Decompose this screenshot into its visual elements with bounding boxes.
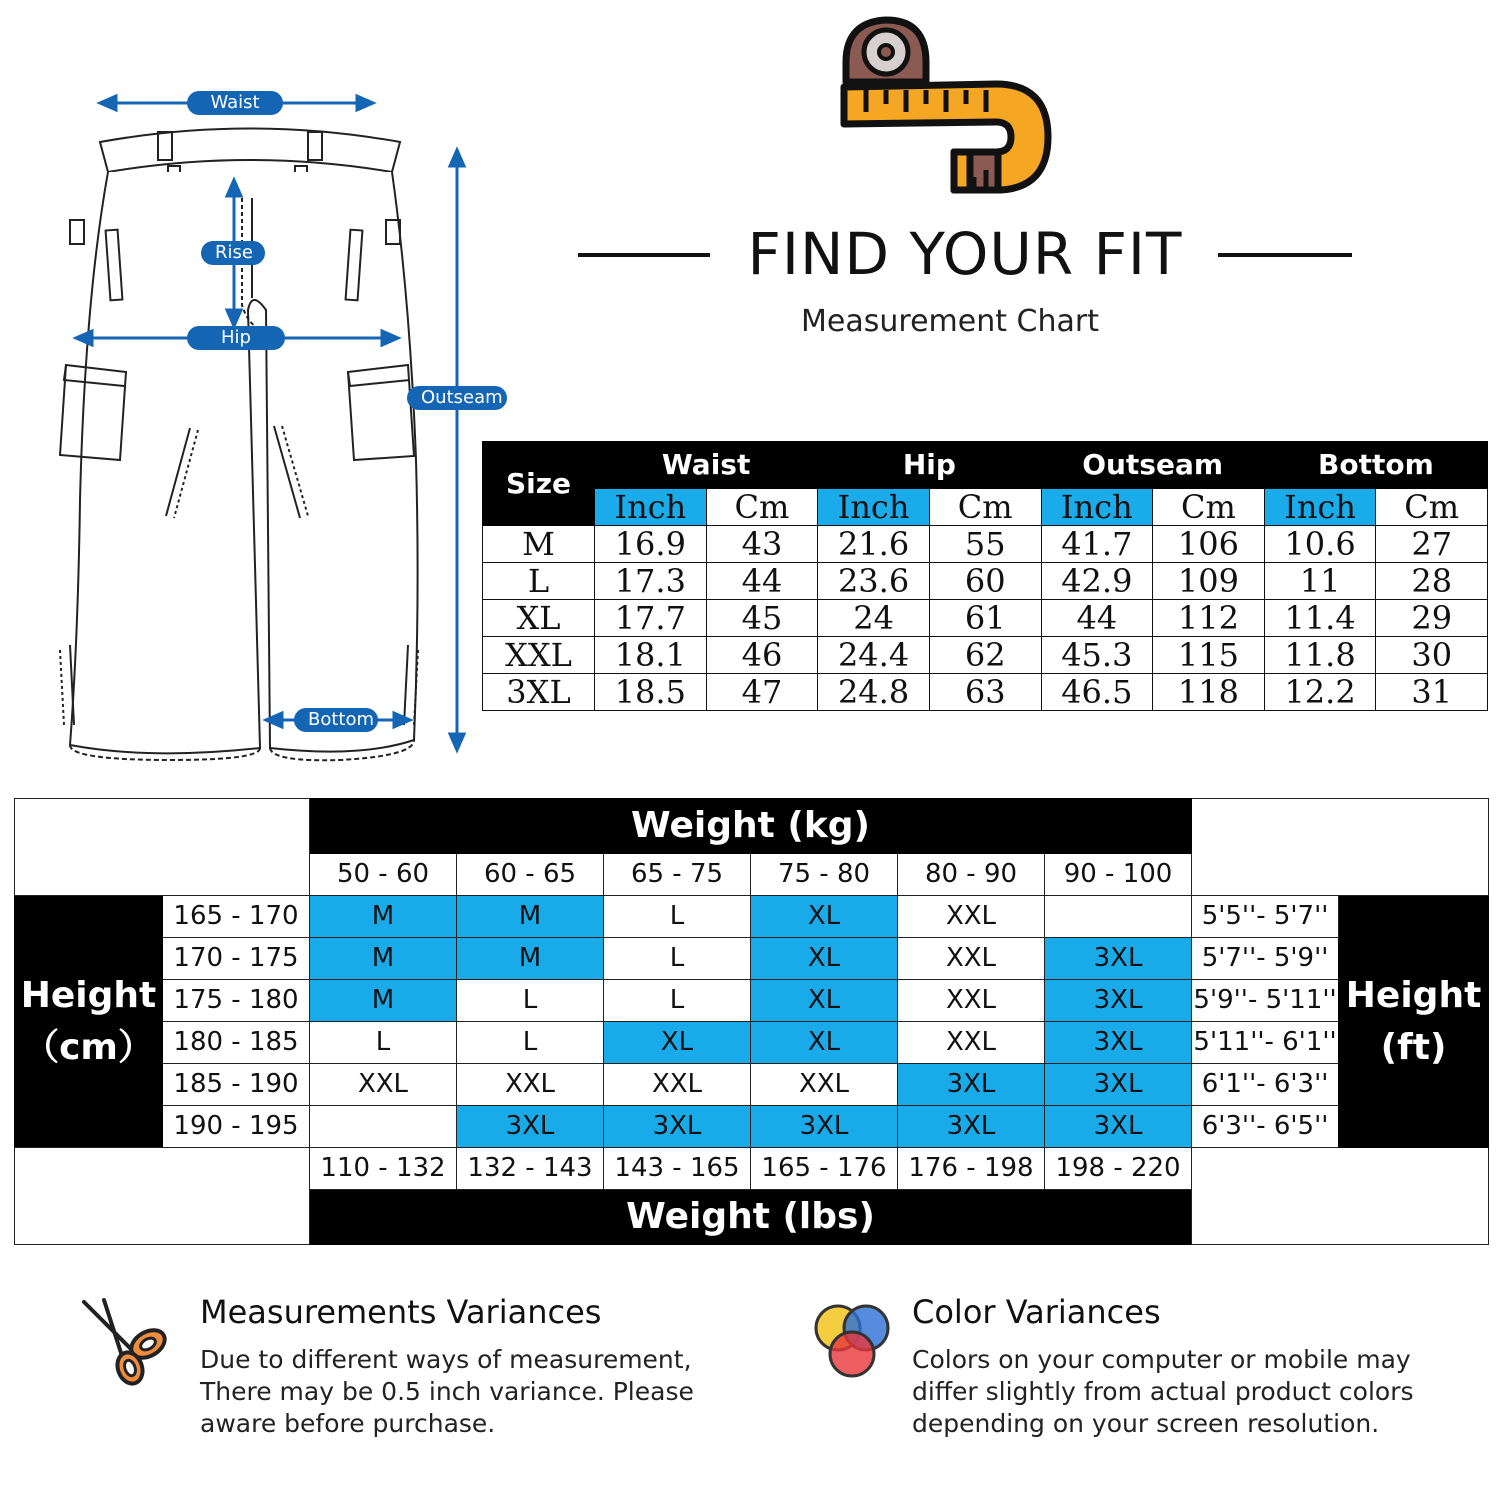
- height-ft-range: 5'5''- 5'7'': [1192, 896, 1339, 938]
- measuring-tape-icon: [836, 12, 1058, 200]
- size-row: [483, 600, 1488, 637]
- measurement-variances-line-1: Due to different ways of measurement,: [200, 1345, 692, 1374]
- recommended-size-cell: XL: [751, 980, 898, 1022]
- weight-kg-range: 75 - 80: [751, 854, 898, 896]
- height-cm-title-line: Height: [20, 974, 157, 1016]
- fit-matrix-row: [15, 1022, 1489, 1064]
- fit-matrix-row: [15, 896, 1489, 938]
- height-ft-range: 6'1''- 6'3'': [1192, 1064, 1339, 1106]
- measurement-cell: 18.5: [595, 674, 707, 711]
- height-cm-range: 190 - 195: [163, 1106, 310, 1148]
- recommended-size-cell: 3XL: [898, 1106, 1045, 1148]
- size-column-header: Size: [483, 442, 595, 526]
- height-cm-range: 170 - 175: [163, 938, 310, 980]
- size-row: [483, 526, 1488, 563]
- measurement-cell: 23.6: [818, 563, 930, 600]
- recommended-size-cell: 3XL: [1045, 1106, 1192, 1148]
- measurement-cell: 45: [706, 600, 818, 637]
- unit-cm-header: Cm: [706, 489, 818, 526]
- measurement-cell: 18.1: [595, 637, 707, 674]
- measurement-cell: 17.3: [595, 563, 707, 600]
- recommended-size-cell: [1045, 896, 1192, 938]
- measurement-cell: 109: [1153, 563, 1265, 600]
- measurement-cell: 63: [929, 674, 1041, 711]
- weight-lbs-row: [15, 1148, 1489, 1190]
- recommended-size-cell: [310, 1106, 457, 1148]
- recommended-size-cell: 3XL: [604, 1106, 751, 1148]
- recommended-size-cell: XXL: [898, 1022, 1045, 1064]
- recommended-size-cell: XXL: [898, 938, 1045, 980]
- size-label-cell: 3XL: [483, 674, 595, 711]
- measurement-cell: 21.6: [818, 526, 930, 563]
- unit-cm-header: Cm: [1376, 489, 1488, 526]
- measurement-cell: 12.2: [1264, 674, 1376, 711]
- size-label-cell: XXL: [483, 637, 595, 674]
- recommended-size-cell: XL: [751, 938, 898, 980]
- fit-matrix-row: [15, 1106, 1489, 1148]
- recommended-size-cell: 3XL: [751, 1106, 898, 1148]
- recommended-size-cell: 3XL: [1045, 1022, 1192, 1064]
- height-cm-range: 180 - 185: [163, 1022, 310, 1064]
- measurement-cell: 115: [1153, 637, 1265, 674]
- recommended-size-cell: 3XL: [1045, 938, 1192, 980]
- size-label-cell: XL: [483, 600, 595, 637]
- height-cm-title-line: （cm）: [23, 1026, 154, 1068]
- measurement-cell: 44: [706, 563, 818, 600]
- measurement-cell: 55: [929, 526, 1041, 563]
- fit-matrix-table: [14, 798, 1489, 1245]
- measurement-cell: 62: [929, 637, 1041, 674]
- height-cm-title: [15, 896, 163, 1148]
- recommended-size-cell: M: [310, 938, 457, 980]
- measurement-cell: 44: [1041, 600, 1153, 637]
- color-variances-line-3: depending on your screen resolution.: [912, 1409, 1380, 1438]
- color-variances-line-1: Colors on your computer or mobile may: [912, 1345, 1411, 1374]
- size-label-cell: L: [483, 563, 595, 600]
- height-ft-range: 5'7''- 5'9'': [1192, 938, 1339, 980]
- recommended-size-cell: L: [604, 938, 751, 980]
- weight-lbs-range: 143 - 165: [604, 1148, 751, 1190]
- unit-cm-header: Cm: [929, 489, 1041, 526]
- size-measurement-table: [482, 441, 1488, 711]
- waist-label: Waist: [187, 91, 283, 115]
- recommended-size-cell: XXL: [898, 980, 1045, 1022]
- recommended-size-cell: 3XL: [898, 1064, 1045, 1106]
- outseam-group-header: Outseam: [1041, 442, 1264, 489]
- height-cm-range: 175 - 180: [163, 980, 310, 1022]
- pants-outline: [60, 129, 418, 761]
- weight-kg-title: Weight (kg): [310, 799, 1192, 854]
- size-label-cell: M: [483, 526, 595, 563]
- measurement-cell: 118: [1153, 674, 1265, 711]
- height-ft-title-line: Height: [1345, 974, 1482, 1016]
- outseam-label: Outseam: [407, 386, 507, 410]
- measurement-cell: 41.7: [1041, 526, 1153, 563]
- weight-kg-range: 50 - 60: [310, 854, 457, 896]
- measurement-cell: 45.3: [1041, 637, 1153, 674]
- measurement-cell: 31: [1376, 674, 1488, 711]
- measurement-cell: 28: [1376, 563, 1488, 600]
- size-table-body: [483, 526, 1488, 711]
- measurement-cell: 42.9: [1041, 563, 1153, 600]
- recommended-size-cell: 3XL: [1045, 980, 1192, 1022]
- measurement-cell: 112: [1153, 600, 1265, 637]
- hip-group-header: Hip: [818, 442, 1041, 489]
- weight-kg-range: 65 - 75: [604, 854, 751, 896]
- measurement-variances-line-3: aware before purchase.: [200, 1409, 496, 1438]
- fit-matrix-row: [15, 980, 1489, 1022]
- measurement-cell: 24.4: [818, 637, 930, 674]
- recommended-size-cell: 3XL: [457, 1106, 604, 1148]
- size-row: [483, 563, 1488, 600]
- height-ft-range: 6'3''- 6'5'': [1192, 1106, 1339, 1148]
- recommended-size-cell: L: [457, 1022, 604, 1064]
- recommended-size-cell: XXL: [310, 1064, 457, 1106]
- height-ft-range: 5'11''- 6'1'': [1192, 1022, 1339, 1064]
- measurement-cell: 60: [929, 563, 1041, 600]
- weight-kg-range: 80 - 90: [898, 854, 1045, 896]
- height-ft-range: 5'9''- 5'11'': [1192, 980, 1339, 1022]
- fit-matrix-row: [15, 1064, 1489, 1106]
- height-cm-range: 185 - 190: [163, 1064, 310, 1106]
- hip-label: Hip: [187, 326, 285, 350]
- measurement-cell: 47: [706, 674, 818, 711]
- measurement-cell: 61: [929, 600, 1041, 637]
- measurement-cell: 24: [818, 600, 930, 637]
- bottom-group-header: Bottom: [1264, 442, 1487, 489]
- recommended-size-cell: XL: [751, 1022, 898, 1064]
- weight-lbs-range: 198 - 220: [1045, 1148, 1192, 1190]
- measurement-cell: 29: [1376, 600, 1488, 637]
- recommended-size-cell: M: [310, 980, 457, 1022]
- weight-lbs-range: 132 - 143: [457, 1148, 604, 1190]
- matrix-corner-bottom-right: [1192, 1148, 1489, 1245]
- weight-kg-range: 90 - 100: [1045, 854, 1192, 896]
- recommended-size-cell: XL: [751, 896, 898, 938]
- color-variances-title: Color Variances: [912, 1293, 1161, 1331]
- measurement-cell: 27: [1376, 526, 1488, 563]
- recommended-size-cell: M: [457, 896, 604, 938]
- recommended-size-cell: XL: [604, 1022, 751, 1064]
- fit-matrix-body: [15, 799, 1489, 1245]
- measurement-cell: 11.4: [1264, 600, 1376, 637]
- measurement-cell: 30: [1376, 637, 1488, 674]
- recommended-size-cell: XXL: [898, 896, 1045, 938]
- measurement-cell: 17.7: [595, 600, 707, 637]
- weight-kg-range: 60 - 65: [457, 854, 604, 896]
- measurement-cell: 10.6: [1264, 526, 1376, 563]
- measurement-cell: 43: [706, 526, 818, 563]
- measurement-cell: 11: [1264, 563, 1376, 600]
- height-ft-title-line: (ft): [1380, 1026, 1447, 1068]
- title-rule-left: [578, 253, 710, 257]
- recommended-size-cell: XXL: [751, 1064, 898, 1106]
- unit-inch-header: Inch: [1264, 489, 1376, 526]
- size-row: [483, 674, 1488, 711]
- recommended-size-cell: 3XL: [1045, 1064, 1192, 1106]
- measurement-variances-line-2: There may be 0.5 inch variance. Please: [200, 1377, 694, 1406]
- recommended-size-cell: L: [457, 980, 604, 1022]
- measurement-variances-title: Measurements Variances: [200, 1293, 602, 1331]
- height-cm-range: 165 - 170: [163, 896, 310, 938]
- recommended-size-cell: XXL: [457, 1064, 604, 1106]
- rise-label: Rise: [201, 241, 265, 265]
- measurement-cell: 24.8: [818, 674, 930, 711]
- unit-cm-header: Cm: [1153, 489, 1265, 526]
- weight-lbs-range: 110 - 132: [310, 1148, 457, 1190]
- unit-inch-header: Inch: [1041, 489, 1153, 526]
- bottom-label: Bottom: [294, 708, 378, 732]
- recommended-size-cell: L: [310, 1022, 457, 1064]
- color-circles-icon: [810, 1300, 896, 1384]
- recommended-size-cell: XXL: [604, 1064, 751, 1106]
- matrix-corner-bottom-left: [15, 1148, 310, 1245]
- measurement-cell: 16.9: [595, 526, 707, 563]
- title-rule-right: [1218, 253, 1352, 257]
- recommended-size-cell: M: [457, 938, 604, 980]
- recommended-size-cell: L: [604, 980, 751, 1022]
- fit-matrix-row: [15, 938, 1489, 980]
- size-row: [483, 637, 1488, 674]
- height-ft-title: [1339, 896, 1489, 1148]
- unit-inch-header: Inch: [818, 489, 930, 526]
- measurement-cell: 106: [1153, 526, 1265, 563]
- weight-lbs-range: 165 - 176: [751, 1148, 898, 1190]
- recommended-size-cell: L: [604, 896, 751, 938]
- weight-lbs-range: 176 - 198: [898, 1148, 1045, 1190]
- page-subtitle: Measurement Chart: [801, 304, 1099, 339]
- scissors-icon: [78, 1296, 172, 1386]
- measurement-cell: 11.8: [1264, 637, 1376, 674]
- unit-inch-header: Inch: [595, 489, 707, 526]
- weight-lbs-title: Weight (lbs): [310, 1190, 1192, 1245]
- page-title: FIND YOUR FIT: [747, 220, 1183, 288]
- measurement-cell: 46.5: [1041, 674, 1153, 711]
- waist-group-header: Waist: [595, 442, 818, 489]
- matrix-corner-top-left: [15, 799, 310, 896]
- measurement-cell: 46: [706, 637, 818, 674]
- recommended-size-cell: M: [310, 896, 457, 938]
- color-variances-line-2: differ slightly from actual product colors: [912, 1377, 1414, 1406]
- matrix-corner-top-right: [1192, 799, 1489, 896]
